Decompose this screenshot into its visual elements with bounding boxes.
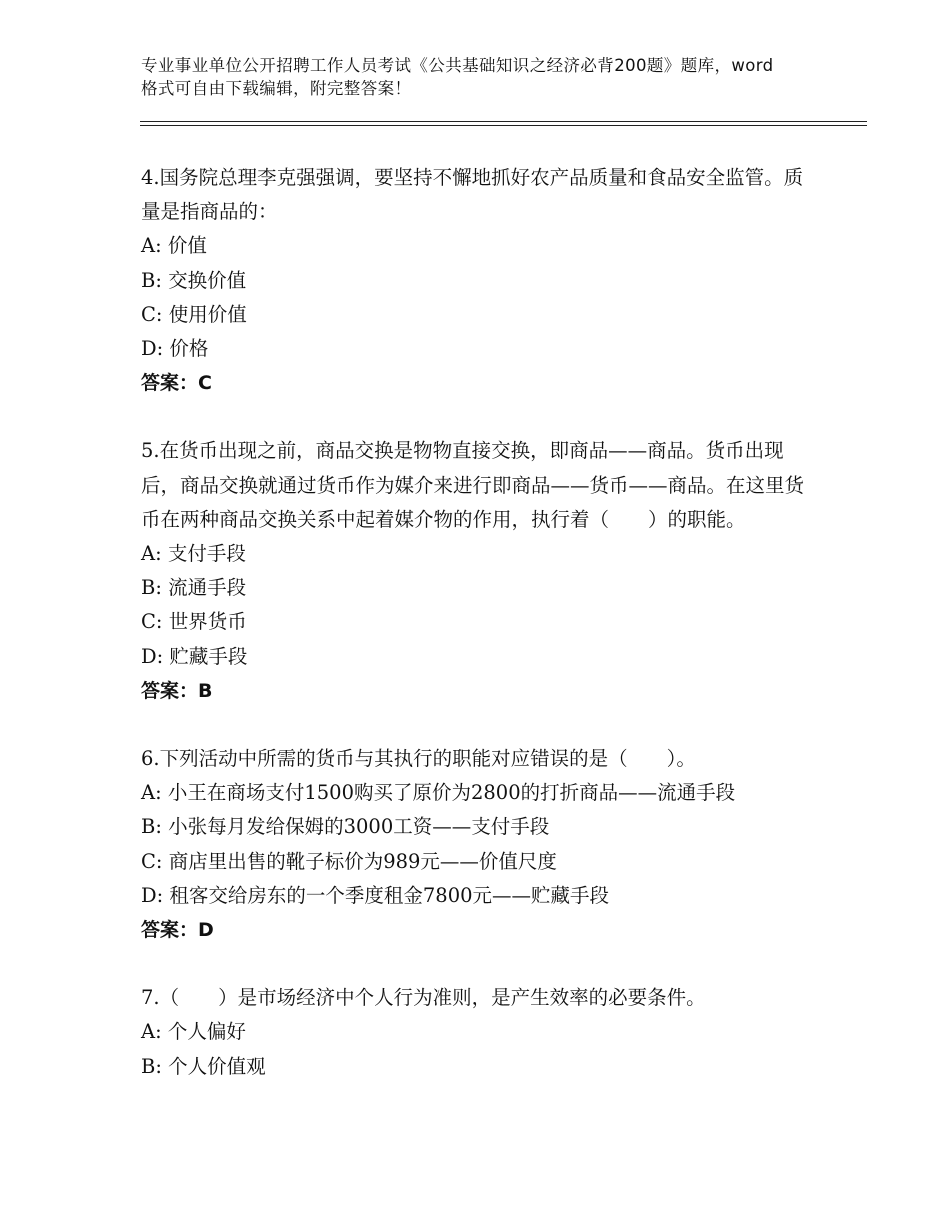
answer-label: 答案：D — [141, 919, 214, 942]
answer-label: 答案：B — [141, 679, 213, 702]
question-4 — [141, 161, 811, 400]
document-header — [141, 54, 781, 100]
option-b: B: 流通手段 — [141, 576, 247, 600]
option-d: D: 租客交给房东的一个季度租金7800元——贮藏手段 — [141, 883, 610, 907]
option-d: D: 贮藏手段 — [141, 644, 248, 668]
option-a: A: 支付手段 — [141, 542, 246, 566]
answer-label: 答案：C — [141, 372, 212, 395]
question-stem: 4.国务院总理李克强强调，要坚持不懈地抓好农产品质量和食品安全监管。质量是指商品的： — [141, 166, 804, 224]
question-stem: 5.在货币出现之前，商品交换是物物直接交换，即商品——商品。货币出现后，商品交换就通过货币作为媒介来进行即商品——货币——商品。在这里货币在两种商品交换关系中起着媒介物的作用，执行着（ ）的职能。 — [141, 439, 805, 531]
option-b: B: 小张每月发给保姆的3000工资——支付手段 — [141, 815, 550, 839]
option-c: C: 世界货币 — [141, 610, 247, 634]
option-a: A: 价值 — [141, 234, 207, 258]
option-b: B: 个人价值观 — [141, 1054, 266, 1078]
header-title: 专业事业单位公开招聘工作人员考试《公共基础知识之经济必背200题》题库，word格式可自由下载编辑，附完整答案！ — [141, 56, 774, 98]
question-stem: 6.下列活动中所需的货币与其执行的职能对应错误的是（ ）。 — [141, 747, 696, 771]
option-b: B: 交换价值 — [141, 268, 247, 292]
option-d: D: 价格 — [141, 337, 209, 361]
question-list — [141, 161, 811, 1118]
question-5 — [141, 434, 811, 708]
option-a: A: 小王在商场支付1500购买了原价为2800的打折商品——流通手段 — [141, 781, 736, 805]
question-7 — [141, 981, 811, 1084]
option-a: A: 个人偏好 — [141, 1020, 246, 1044]
question-6 — [141, 742, 811, 947]
option-c: C: 使用价值 — [141, 302, 247, 326]
question-stem: 7.（ ）是市场经济中个人行为准则，是产生效率的必要条件。 — [141, 986, 706, 1010]
option-c: C: 商店里出售的靴子标价为989元——价值尺度 — [141, 849, 557, 873]
header-divider — [140, 121, 867, 126]
